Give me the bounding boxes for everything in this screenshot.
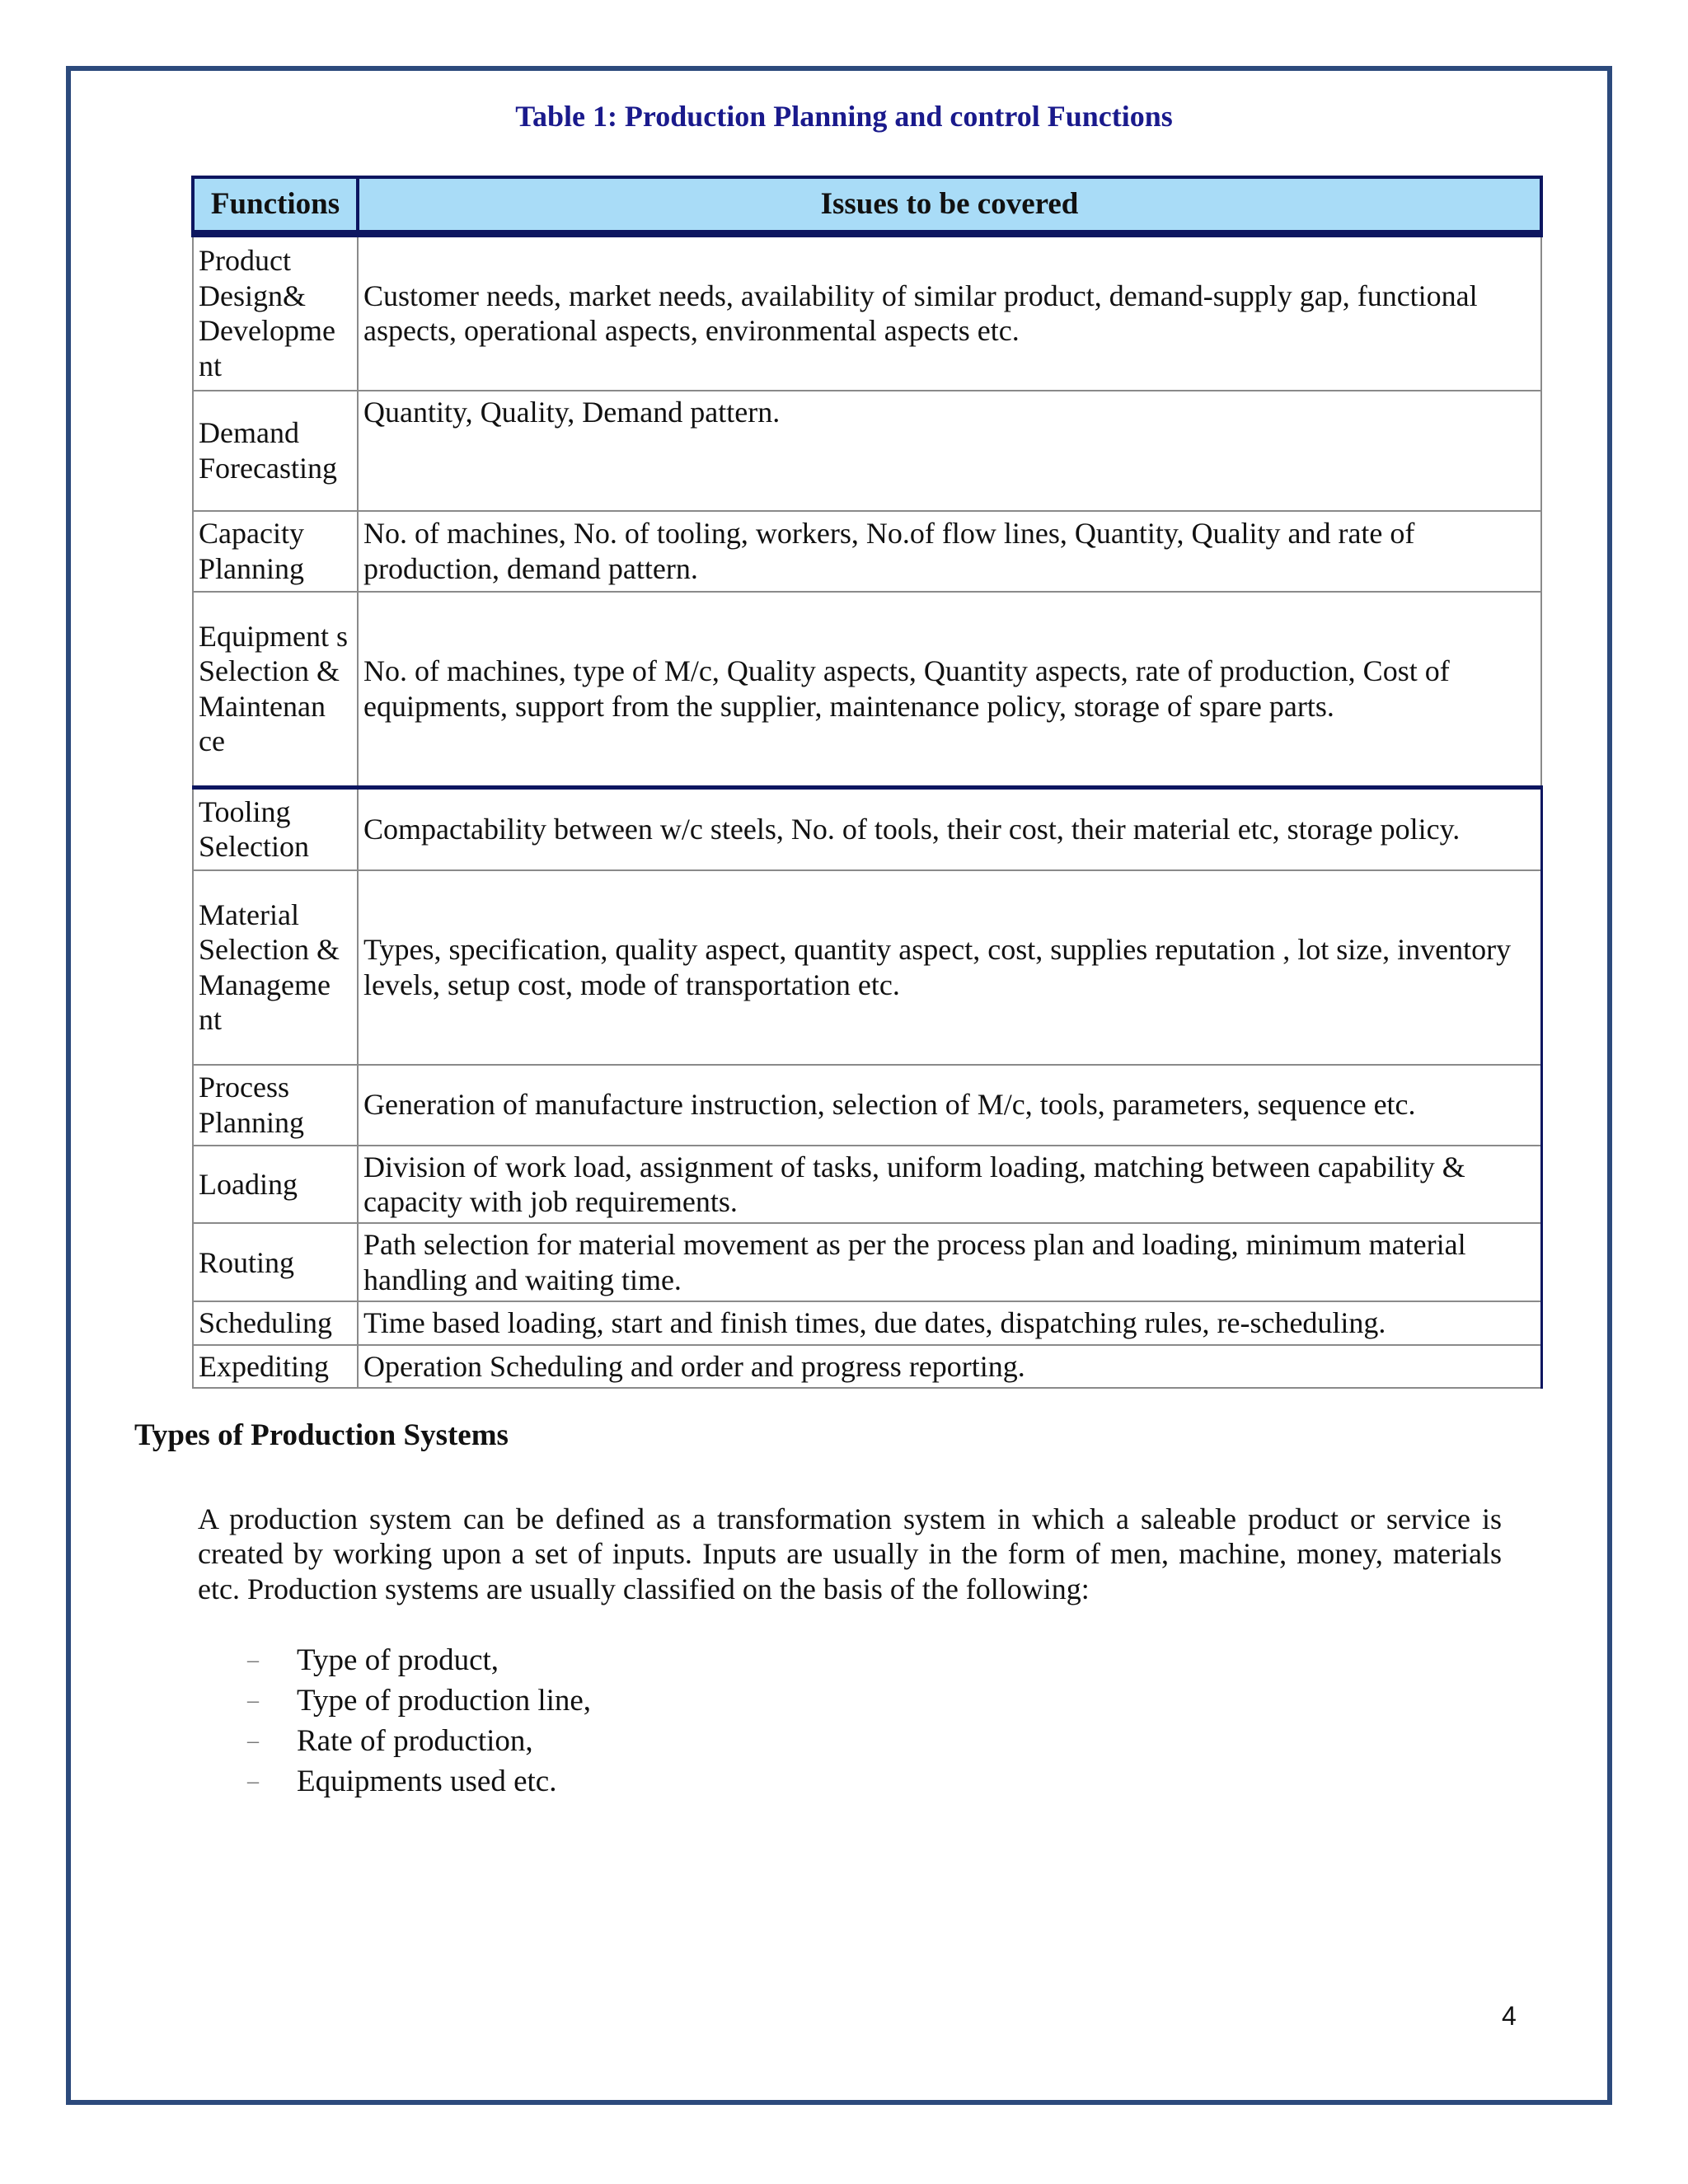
list-item-text: Type of production line,	[297, 1684, 592, 1718]
issues-cell: Quantity, Quality, Demand pattern.	[358, 391, 1541, 511]
list-item-text: Rate of production,	[297, 1724, 533, 1758]
header-functions: Functions	[193, 177, 358, 234]
list-item-text: Equipments used etc.	[297, 1765, 557, 1798]
issues-cell: No. of machines, No. of tooling, workers, No.of flow lines, Quantity, Quality and rate of production, demand pattern.	[358, 511, 1541, 592]
table-row	[193, 511, 1541, 592]
table-caption: Table 1: Production Planning and control Functions	[515, 100, 1173, 133]
function-cell: Scheduling	[193, 1301, 358, 1344]
function-cell: Process Planning	[193, 1065, 358, 1146]
function-cell: Capacity Planning	[193, 511, 358, 592]
function-cell: Routing	[193, 1223, 358, 1301]
issues-cell: Division of work load, assignment of tasks, uniform loading, matching between capability & capacity with job requirements.	[358, 1146, 1541, 1224]
table-row	[193, 870, 1541, 1065]
function-cell: Loading	[193, 1146, 358, 1224]
header-issues: Issues to be covered	[358, 177, 1541, 234]
function-cell: Tooling Selection	[193, 788, 358, 870]
function-cell: Product Design& Developme nt	[193, 234, 358, 391]
table-row	[193, 592, 1541, 788]
functions-table	[191, 176, 1543, 1389]
issues-cell: Time based loading, start and finish times, due dates, dispatching rules, re-scheduling.	[358, 1301, 1541, 1344]
issues-cell: Generation of manufacture instruction, selection of M/c, tools, parameters, sequence etc.	[358, 1065, 1541, 1146]
table-row	[193, 391, 1541, 511]
issues-cell: No. of machines, type of M/c, Quality aspects, Quantity aspects, rate of production, Cost of equipments, support from the supplier, maintenance policy, storage of spare parts.	[358, 592, 1541, 788]
dash-bullet-icon: –	[247, 1769, 259, 1794]
dash-bullet-icon: –	[247, 1728, 259, 1754]
list-item	[247, 1761, 591, 1802]
list-item	[247, 1721, 591, 1761]
issues-cell: Types, specification, quality aspect, quantity aspect, cost, supplies reputation , lot size, inventory levels, setup cost, mode of transportation etc.	[358, 870, 1541, 1065]
function-cell: Demand Forecasting	[193, 391, 358, 511]
table-row	[193, 234, 1541, 391]
function-cell: Material Selection & Manageme nt	[193, 870, 358, 1065]
function-cell: Expediting	[193, 1345, 358, 1388]
table-row	[193, 788, 1541, 870]
table-header-row	[193, 177, 1541, 234]
dash-bullet-icon: –	[247, 1647, 259, 1673]
table-row	[193, 1345, 1541, 1388]
issues-cell: Operation Scheduling and order and progress reporting.	[358, 1345, 1541, 1388]
dash-bullet-icon: –	[247, 1688, 259, 1713]
issues-cell: Compactability between w/c steels, No. of tools, their cost, their material etc, storage policy.	[358, 788, 1541, 870]
section-paragraph: A production system can be defined as a transformation system in which a saleable product or service is created by working upon a set of inputs. Inputs are usually in the form of men, machine, money, materials etc. Production systems are usually classified on the basis of the following:	[198, 1502, 1502, 1605]
issues-cell: Path selection for material movement as per the process plan and loading, minimum material handling and waiting time.	[358, 1223, 1541, 1301]
table-row	[193, 1301, 1541, 1344]
section-heading: Types of Production Systems	[134, 1418, 509, 1452]
function-cell: Equipment s Selection & Maintenan ce	[193, 592, 358, 788]
page-number: 4	[1502, 2001, 1517, 2031]
table-row	[193, 1146, 1541, 1224]
list-item-text: Type of product,	[297, 1643, 499, 1677]
classification-list	[247, 1640, 591, 1802]
table-row	[193, 1065, 1541, 1146]
list-item	[247, 1640, 591, 1680]
table-row	[193, 1223, 1541, 1301]
list-item	[247, 1680, 591, 1721]
issues-cell: Customer needs, market needs, availability of similar product, demand-supply gap, functional aspects, operational aspects, environmental aspects etc.	[358, 234, 1541, 391]
